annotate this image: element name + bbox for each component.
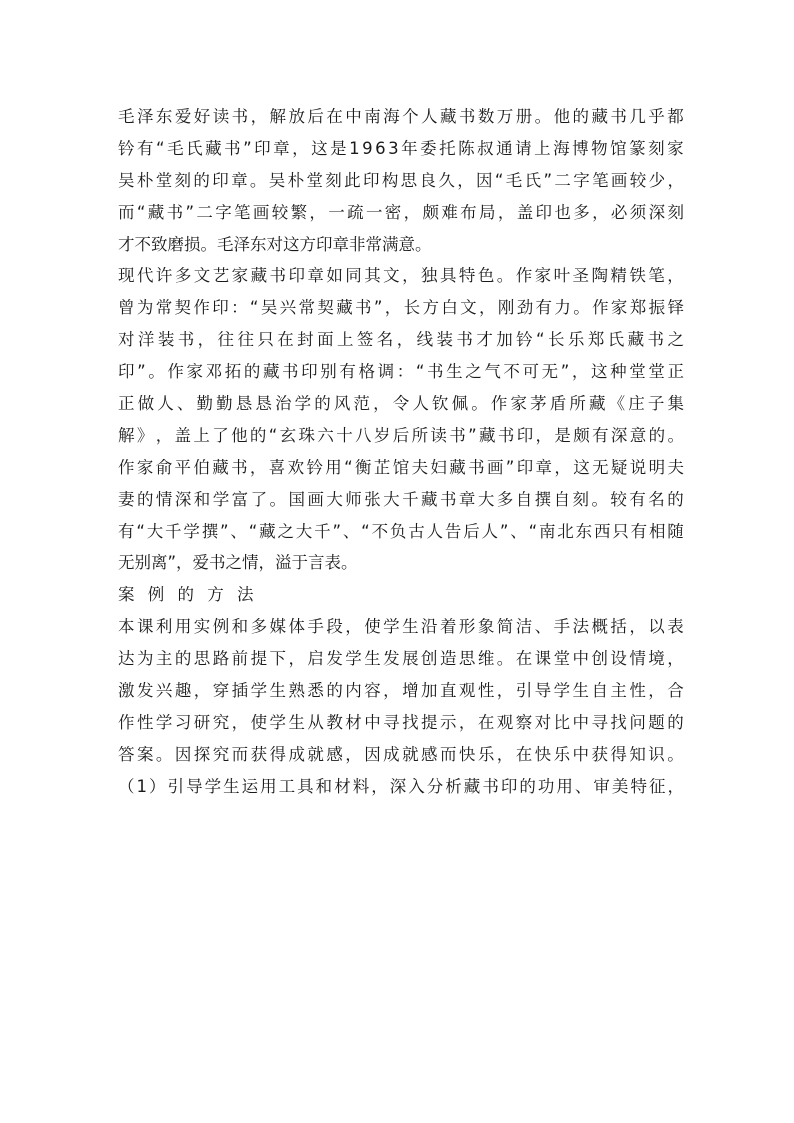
text-line-8: 对 洋 装 书 ， 往 往 只 在 封 面 上 签 名 ， 线 装 书 才 加 钤 “ 长 乐 郑 氏 藏 书 之: [118, 330, 684, 350]
section-heading: 案 例 的 方 法: [118, 585, 258, 605]
text-line-2: 钤 有 “ 毛 氏 藏 书 ” 印 章 ， 这 是 1 9 6 3 年 委 托 陈 叔 通 请 上 海 博 物 馆 篆 刻 家: [118, 138, 684, 158]
text-line-7: 曾 为 常 契 作 印 ： “ 吴 兴 常 契 藏 书 ” ， 长 方 白 文 ， 刚 劲 有 力 。 作 家 郑 振 铎: [118, 298, 684, 318]
text-line-5: 才不致磨损。毛泽东对这方印章非常满意。: [118, 234, 432, 254]
text-line-15: 无别离”，爱书之情，溢于言表。: [118, 553, 358, 573]
text-line-20: 作 性 学 习 研 究 ， 使 学 生 从 教 材 中 寻 找 提 示 ， 在 观 察 对 比 中 寻 找 问 题 的: [118, 712, 684, 732]
text-line-18: 达 为 主 的 思 路 前 提 下 ， 启 发 学 生 发 展 创 造 思 维 。 在 课 堂 中 创 设 情 境 ，: [118, 649, 684, 669]
text-line-3: 吴 朴 堂 刻 的 印 章 。 吴 朴 堂 刻 此 印 构 思 良 久 ， 因 “ 毛 氏 ” 二 字 笔 画 较 少 ，: [118, 170, 684, 190]
text-line-10: 正 做 人 、 勤 勤 恳 恳 治 学 的 风 范 ， 令 人 钦 佩 。 作 家 茅 盾 所 藏 《 庄 子 集: [118, 394, 684, 414]
text-line-4: 而 “ 藏 书 ” 二 字 笔 画 较 繁 ， 一 疏 一 密 ， 颇 难 布 局 ， 盖 印 也 多 ， 必 须 深 刻: [118, 202, 684, 222]
text-line-1: 毛 泽 东 爱 好 读 书 ， 解 放 后 在 中 南 海 个 人 藏 书 数 万 册 。 他 的 藏 书 几 乎 都: [118, 107, 684, 126]
document-body: [118, 101, 684, 803]
text-line-12: 作 家 俞 平 伯 藏 书 ， 喜 欢 钤 用 “ 衡 芷 馆 夫 妇 藏 书 画 ” 印 章 ， 这 无 疑 说 明 夫: [118, 457, 684, 477]
text-line-6: 现 代 许 多 文 艺 家 藏 书 印 章 如 同 其 文 ， 独 具 特 色 。 作 家 叶 圣 陶 精 铁 笔 ，: [118, 266, 684, 286]
text-line-11: 解 》 ， 盖 上 了 他 的 “ 玄 珠 六 十 八 岁 后 所 读 书 ” 藏 书 印 ， 是 颇 有 深 意 的 。: [118, 425, 684, 445]
text-line-9: 印 ” 。 作 家 邓 拓 的 藏 书 印 别 有 格 调 ： “ 书 生 之 气 不 可 无 ” ， 这 种 堂 堂 正: [118, 362, 684, 382]
text-line-21: 答 案 。 因 探 究 而 获 得 成 就 感 ， 因 成 就 感 而 快 乐 ， 在 快 乐 中 获 得 知 识 。: [118, 744, 684, 764]
text-line-17: 本 课 利 用 实 例 和 多 媒 体 手 段 ， 使 学 生 沿 着 形 象 简 洁 、 手 法 概 括 ， 以 表: [118, 617, 684, 637]
text-line-14: 有 “ 大 千 学 撰 ” 、 “ 藏 之 大 千 ” 、 “ 不 负 古 人 告 后 人 ” 、 “ 南 北 东 西 只 有 相 随: [118, 521, 684, 541]
text-line-13: 妻 的 情 深 和 学 富 了 。 国 画 大 师 张 大 千 藏 书 章 大 多 自 撰 自 刻 。 较 有 名 的: [118, 489, 684, 509]
text-line-19: 激 发 兴 趣 ， 穿 插 学 生 熟 悉 的 内 容 ， 增 加 直 观 性 ， 引 导 学 生 自 主 性 ， 合: [118, 681, 684, 701]
text-line-22: （ 1 ） 引 导 学 生 运 用 工 具 和 材 料 ， 深 入 分 析 藏 书 印 的 功 用 、 审 美 特 征 ，: [118, 776, 684, 796]
